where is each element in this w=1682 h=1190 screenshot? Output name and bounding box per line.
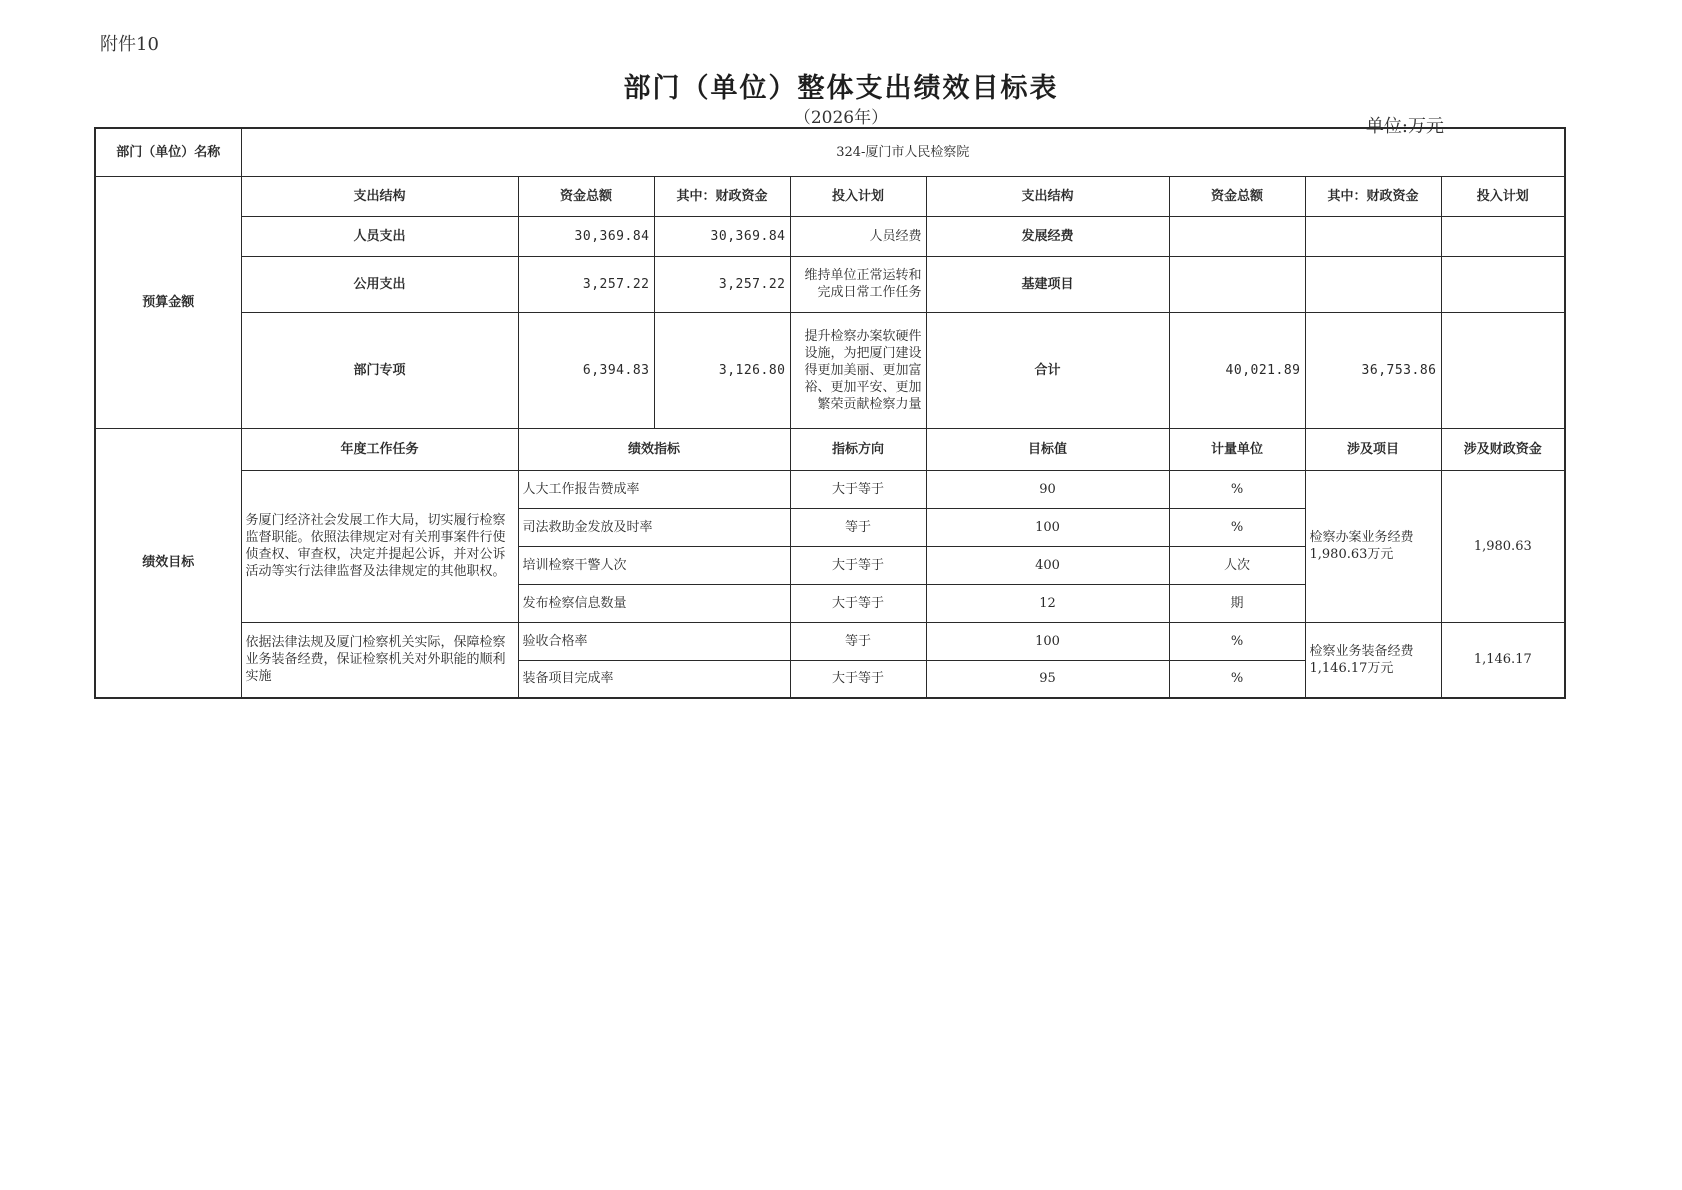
perf-header-project: 涉及项目 — [1305, 428, 1441, 470]
budget-header-fiscal2: 其中：财政资金 — [1305, 176, 1441, 216]
indicator-direction-cell: 大于等于 — [790, 660, 926, 698]
project-cell: 检察办案业务经费1,980.63万元 — [1305, 470, 1441, 622]
indicator-target-cell: 100 — [926, 622, 1169, 660]
dept-name-value: 324-厦门市人民检察院 — [241, 128, 1565, 176]
indicator-unit-cell: 人次 — [1169, 546, 1305, 584]
indicator-name-cell: 验收合格率 — [518, 622, 790, 660]
perf-header-direction: 指标方向 — [790, 428, 926, 470]
perf-header-task: 年度工作任务 — [241, 428, 518, 470]
budget-struct-cell: 公用支出 — [241, 256, 518, 312]
table-row — [95, 470, 1565, 508]
indicator-unit-cell: % — [1169, 508, 1305, 546]
budget-header-struct: 支出结构 — [241, 176, 518, 216]
table-row — [95, 622, 1565, 660]
fund-cell: 1,980.63 — [1441, 470, 1565, 622]
budget-header-total: 资金总额 — [518, 176, 654, 216]
indicator-unit-cell: % — [1169, 470, 1305, 508]
page-title: 部门（单位）整体支出绩效目标表 — [623, 73, 1059, 104]
table-row — [95, 312, 1565, 428]
task-cell: 务厦门经济社会发展工作大局，切实履行检察监督职能。依照法律规定对有关刑事案件行使侦查权、审查权，决定并提起公诉，并对公诉活动等实行法律监督及法律规定的其他职权。 — [241, 470, 518, 622]
budget-fiscal-cell: 3,257.22 — [654, 256, 790, 312]
perf-header-target: 目标值 — [926, 428, 1169, 470]
indicator-target-cell: 400 — [926, 546, 1169, 584]
indicator-direction-cell: 大于等于 — [790, 584, 926, 622]
budget-struct2-cell: 发展经费 — [926, 216, 1169, 256]
indicator-name-cell: 装备项目完成率 — [518, 660, 790, 698]
budget-plan-cell: 维持单位正常运转和完成日常工作任务 — [790, 256, 926, 312]
budget-fiscal-cell: 3,126.80 — [654, 312, 790, 428]
budget-struct2-cell: 基建项目 — [926, 256, 1169, 312]
performance-target-table — [94, 127, 1566, 699]
budget-plan-cell: 提升检察办案软硬件设施，为把厦门建设得更加美丽、更加富裕、更加平安、更加繁荣贡献检察力量 — [790, 312, 926, 428]
table-row — [95, 256, 1565, 312]
performance-section-label: 绩效目标 — [95, 428, 241, 698]
indicator-name-cell: 司法救助金发放及时率 — [518, 508, 790, 546]
budget-section-label: 预算金额 — [95, 176, 241, 428]
indicator-name-cell: 人大工作报告赞成率 — [518, 470, 790, 508]
indicator-direction-cell: 等于 — [790, 508, 926, 546]
indicator-name-cell: 发布检察信息数量 — [518, 584, 790, 622]
indicator-target-cell: 95 — [926, 660, 1169, 698]
indicator-target-cell: 100 — [926, 508, 1169, 546]
budget-header-fiscal: 其中：财政资金 — [654, 176, 790, 216]
budget-total-cell: 30,369.84 — [518, 216, 654, 256]
indicator-direction-cell: 等于 — [790, 622, 926, 660]
perf-header-unit: 计量单位 — [1169, 428, 1305, 470]
attachment-label: 附件10 — [100, 34, 159, 55]
indicator-target-cell: 12 — [926, 584, 1169, 622]
budget-header-plan2: 投入计划 — [1441, 176, 1565, 216]
budget-total2-cell — [1169, 216, 1305, 256]
budget-fiscal2-cell — [1305, 216, 1441, 256]
budget-plan2-cell — [1441, 256, 1565, 312]
budget-header-struct2: 支出结构 — [926, 176, 1169, 216]
budget-total2-cell — [1169, 256, 1305, 312]
indicator-unit-cell: % — [1169, 622, 1305, 660]
indicator-name-cell: 培训检察干警人次 — [518, 546, 790, 584]
perf-header-indicator: 绩效指标 — [518, 428, 790, 470]
perf-header-fund: 涉及财政资金 — [1441, 428, 1565, 470]
budget-header-total2: 资金总额 — [1169, 176, 1305, 216]
table-row — [95, 216, 1565, 256]
indicator-direction-cell: 大于等于 — [790, 546, 926, 584]
budget-total-cell: 6,394.83 — [518, 312, 654, 428]
budget-plan2-cell — [1441, 312, 1565, 428]
indicator-target-cell: 90 — [926, 470, 1169, 508]
unit-label: 单位:万元 — [1365, 116, 1444, 137]
budget-total-cell: 3,257.22 — [518, 256, 654, 312]
budget-total2-cell: 40,021.89 — [1169, 312, 1305, 428]
fund-cell: 1,146.17 — [1441, 622, 1565, 698]
budget-fiscal-cell: 30,369.84 — [654, 216, 790, 256]
budget-fiscal2-cell: 36,753.86 — [1305, 312, 1441, 428]
indicator-direction-cell: 大于等于 — [790, 470, 926, 508]
budget-struct-cell: 人员支出 — [241, 216, 518, 256]
indicator-unit-cell: 期 — [1169, 584, 1305, 622]
budget-struct-cell: 部门专项 — [241, 312, 518, 428]
budget-plan2-cell — [1441, 216, 1565, 256]
project-cell: 检察业务装备经费1,146.17万元 — [1305, 622, 1441, 698]
year-label: （2026年） — [793, 108, 889, 128]
budget-fiscal2-cell — [1305, 256, 1441, 312]
budget-struct2-cell: 合计 — [926, 312, 1169, 428]
indicator-unit-cell: % — [1169, 660, 1305, 698]
budget-header-plan: 投入计划 — [790, 176, 926, 216]
task-cell: 依据法律法规及厦门检察机关实际，保障检察业务装备经费，保证检察机关对外职能的顺利实施 — [241, 622, 518, 698]
budget-plan-cell: 人员经费 — [790, 216, 926, 256]
dept-name-label: 部门（单位）名称 — [95, 128, 241, 176]
